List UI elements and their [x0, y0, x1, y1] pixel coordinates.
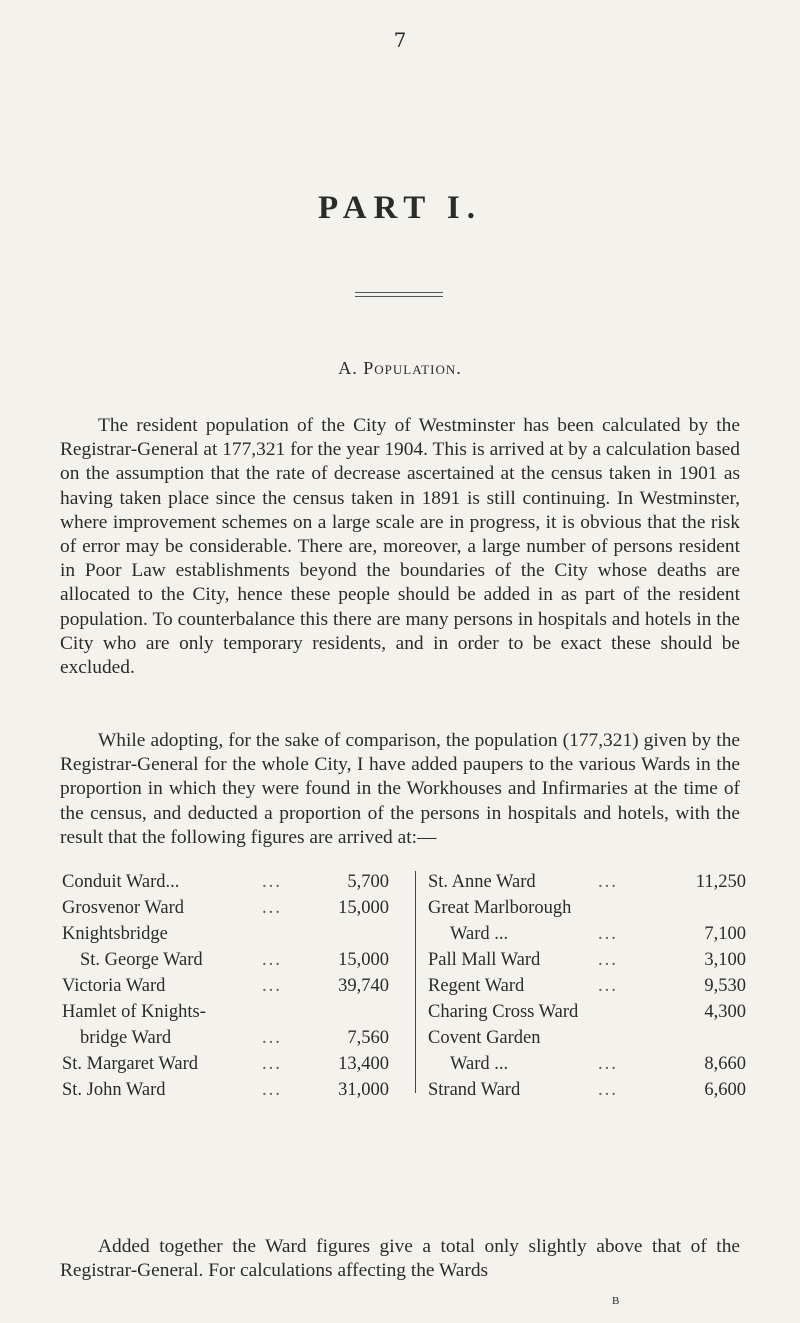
ward-row [428, 895, 758, 921]
ward-name: St. Margaret Ward [62, 1054, 199, 1074]
leader-dots: ... [262, 1054, 282, 1074]
ward-name: Grosvenor Ward [62, 898, 184, 918]
ward-name: St. John Ward [62, 1080, 166, 1100]
leader-dots: ... [598, 924, 618, 944]
ward-row [62, 947, 407, 973]
ward-row [62, 999, 407, 1025]
leader-dots: ... [598, 950, 618, 970]
ward-population: 9,530 [704, 976, 746, 996]
ward-name: bridge Ward [80, 1028, 172, 1048]
leader-dots: ... [598, 872, 618, 892]
leader-dots: ... [262, 1080, 282, 1100]
ward-row [62, 895, 407, 921]
ward-population: 7,560 [347, 1028, 389, 1048]
leader-dots: ... [598, 1080, 618, 1100]
ward-name: Charing Cross Ward [428, 1002, 579, 1022]
ward-name: Great Marlborough [428, 898, 572, 918]
ward-name: Ward ... [450, 924, 509, 944]
leader-dots: ... [262, 898, 282, 918]
ward-population: 15,000 [338, 950, 389, 970]
ward-row [62, 1051, 407, 1077]
leader-dots: ... [262, 872, 282, 892]
ward-population: 11,250 [695, 872, 746, 892]
ward-row [62, 1077, 407, 1103]
ward-population: 15,000 [338, 898, 389, 918]
ward-population: 39,740 [338, 976, 389, 996]
leader-dots: ... [262, 950, 282, 970]
ward-row [62, 1025, 407, 1051]
ward-name: St. George Ward [80, 950, 203, 970]
ward-column-left [62, 869, 407, 1103]
ward-name: Regent Ward [428, 976, 525, 996]
paragraph-population-estimate: The resident population of the City of Westminster has been calculated by the Registrar-General at 177,321 for the year 1904. This is arrived at by a calculation based on the assumption that the rate of decrease ascertained at the census taken in 1901 as having taken place since the census taken in 1891 is still continuing. In Westminster, where improvement schemes on a large scale are in progress, it is obvious that the risk of error may be considerable. There are, moreover, a large number of persons resident in Poor Law establishments beyond the boundaries of the City whose deaths are allocated to the City, hence these people should be added in as part of the resident population. To counterbalance this there are many persons in hospitals and hotels in the City who are only temporary residents, and in order to be exact these should be excluded. [60, 415, 740, 679]
leader-dots: ... [262, 976, 282, 996]
leader-dots: ... [598, 976, 618, 996]
ward-population: 31,000 [338, 1080, 389, 1100]
leader-dots: ... [598, 1054, 618, 1074]
leader-dots: ... [262, 1028, 282, 1048]
ward-row [62, 973, 407, 999]
divider-rule-top [355, 292, 443, 293]
ward-row [62, 869, 407, 895]
ward-row [62, 921, 407, 947]
ward-name: Ward ... [450, 1054, 509, 1074]
ward-population: 3,100 [704, 950, 746, 970]
ward-row [428, 921, 758, 947]
ward-row [428, 1051, 758, 1077]
ward-population: 6,600 [704, 1080, 746, 1100]
ward-row [428, 1025, 758, 1051]
section-heading: A. Population. [338, 358, 462, 378]
ward-name: Victoria Ward [62, 976, 166, 996]
ward-row [428, 999, 758, 1025]
ward-row [428, 947, 758, 973]
part-title: PART I. [318, 190, 482, 226]
ward-population: 7,100 [704, 924, 746, 944]
ward-name: Strand Ward [428, 1080, 521, 1100]
ward-name: Pall Mall Ward [428, 950, 541, 970]
signature-mark: B [612, 1295, 620, 1307]
paragraph-ward-total: Added together the Ward figures give a total only slightly above that of the Registrar-General. For calculations affecting the Wards [60, 1236, 740, 1282]
divider-rule-bottom [355, 296, 443, 297]
column-divider [415, 871, 416, 1093]
ward-name: Knightsbridge [62, 924, 168, 944]
ward-population: 8,660 [704, 1054, 746, 1074]
ward-row [428, 869, 758, 895]
ward-column-right [428, 869, 758, 1103]
ward-name: Hamlet of Knights- [62, 1002, 206, 1022]
ward-population: 4,300 [704, 1002, 746, 1022]
ward-population-table [60, 869, 750, 1099]
ward-population: 5,700 [347, 872, 389, 892]
ward-name: St. Anne Ward [428, 872, 536, 892]
ward-population: 13,400 [338, 1054, 389, 1074]
ward-name: Covent Garden [428, 1028, 541, 1048]
ward-name: Conduit Ward... [62, 872, 180, 892]
page-number: 7 [393, 28, 407, 52]
ward-row [428, 1077, 758, 1103]
ward-row [428, 973, 758, 999]
paragraph-ward-method: While adopting, for the sake of comparison, the population (177,321) given by the Registrar-General for the whole City, I have added paupers to the various Wards in the proportion in which they were found in the Workhouses and Infirmaries at the time of the census, and deducted a proportion of the persons in hospitals and hotels, with the result that the following figures are arrived at:— [60, 730, 740, 848]
